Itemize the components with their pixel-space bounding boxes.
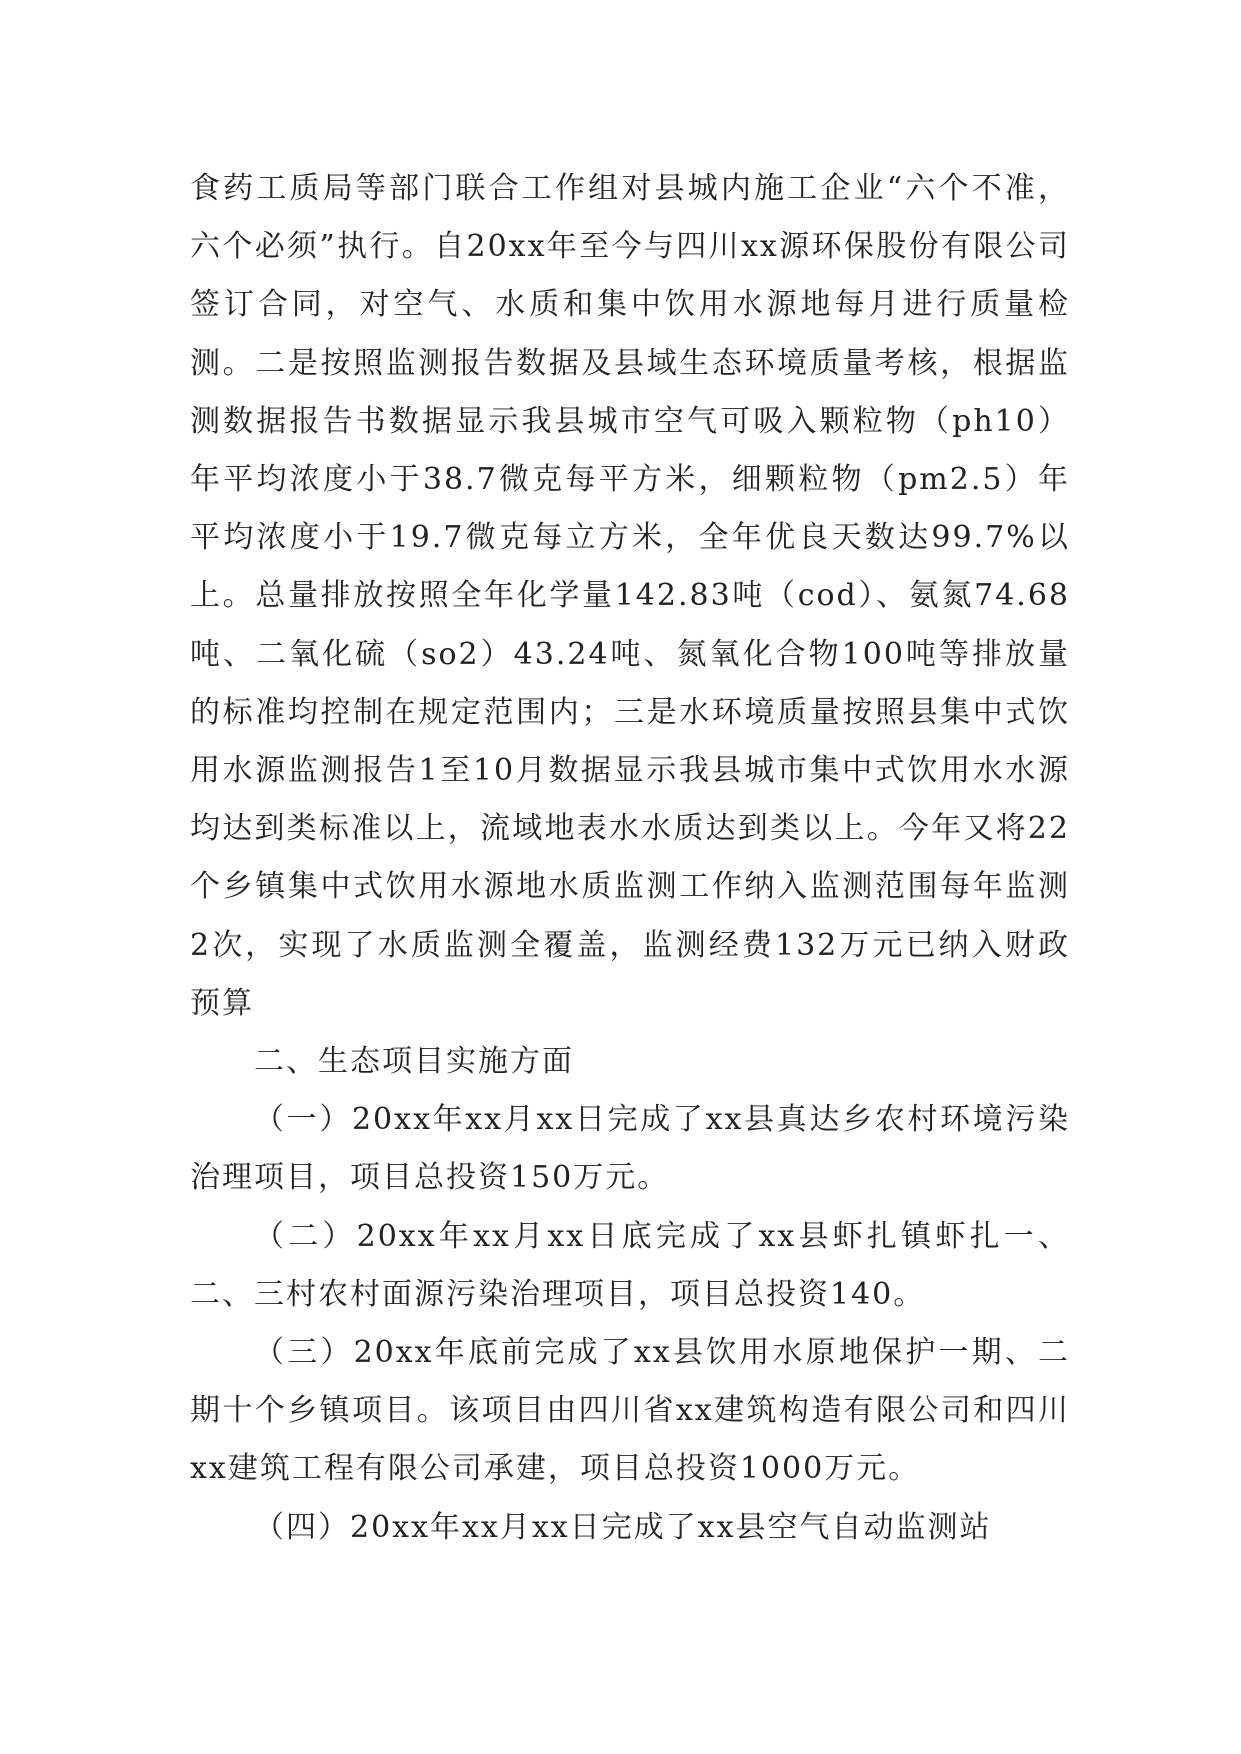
paragraph-project-1: （一）20xx年xx月xx日完成了xx县真达乡农村环境污染治理项目，项目总投资150万元。 <box>190 1102 1070 1196</box>
section-heading-eco-projects: 二、生态项目实施方面 <box>254 1044 574 1080</box>
paragraph-project-2: （二）20xx年xx月xx日底完成了xx县虾扎镇虾扎一、二、三村农村面源污染治理项目，项目总投资140。 <box>190 1218 1070 1312</box>
paragraph-project-4: （四）20xx年xx月xx日完成了xx县空气自动监测站 <box>254 1509 992 1545</box>
document-body <box>190 160 1070 1557</box>
paragraph-monitoring: 食药工质局等部门联合工作组对县城内施工企业“六个不准，六个必须”执行。自20xx年至今与四川xx源环保股份有限公司签订合同，对空气、水质和集中饮用水源地每月进行质量检测。二是按照监测报告数据及县域生态环境质量考核，根据监测数据报告书数据显示我县城市空气可吸入颗粒物（ph10）年平均浓度小于38.7微克每平方米，细颗粒物（pm2.5）年平均浓度小于19.7微克每立方米，全年优良天数达99.7%以上。总量排放按照全年化学量142.83吨（cod）、氨氮74.68吨、二氧化硫（so2）43.24吨、氮氧化合物100吨等排放量的标准均控制在规定范围内；三是水环境质量按照县集中式饮用水源监测报告1至10月数据显示我县城市集中式饮用水水源均达到类标准以上，流域地表水水质达到类以上。今年又将22个乡镇集中式饮用水源地水质监测工作纳入监测范围每年监测2次，实现了水质监测全覆盖，监测经费132万元已纳入财政预算 <box>190 171 1070 1021</box>
paragraph-project-3: （三）20xx年底前完成了xx县饮用水原地保护一期、二期十个乡镇项目。该项目由四川省xx建筑构造有限公司和四川xx建筑工程有限公司承建，项目总投资1000万元。 <box>190 1335 1070 1487</box>
